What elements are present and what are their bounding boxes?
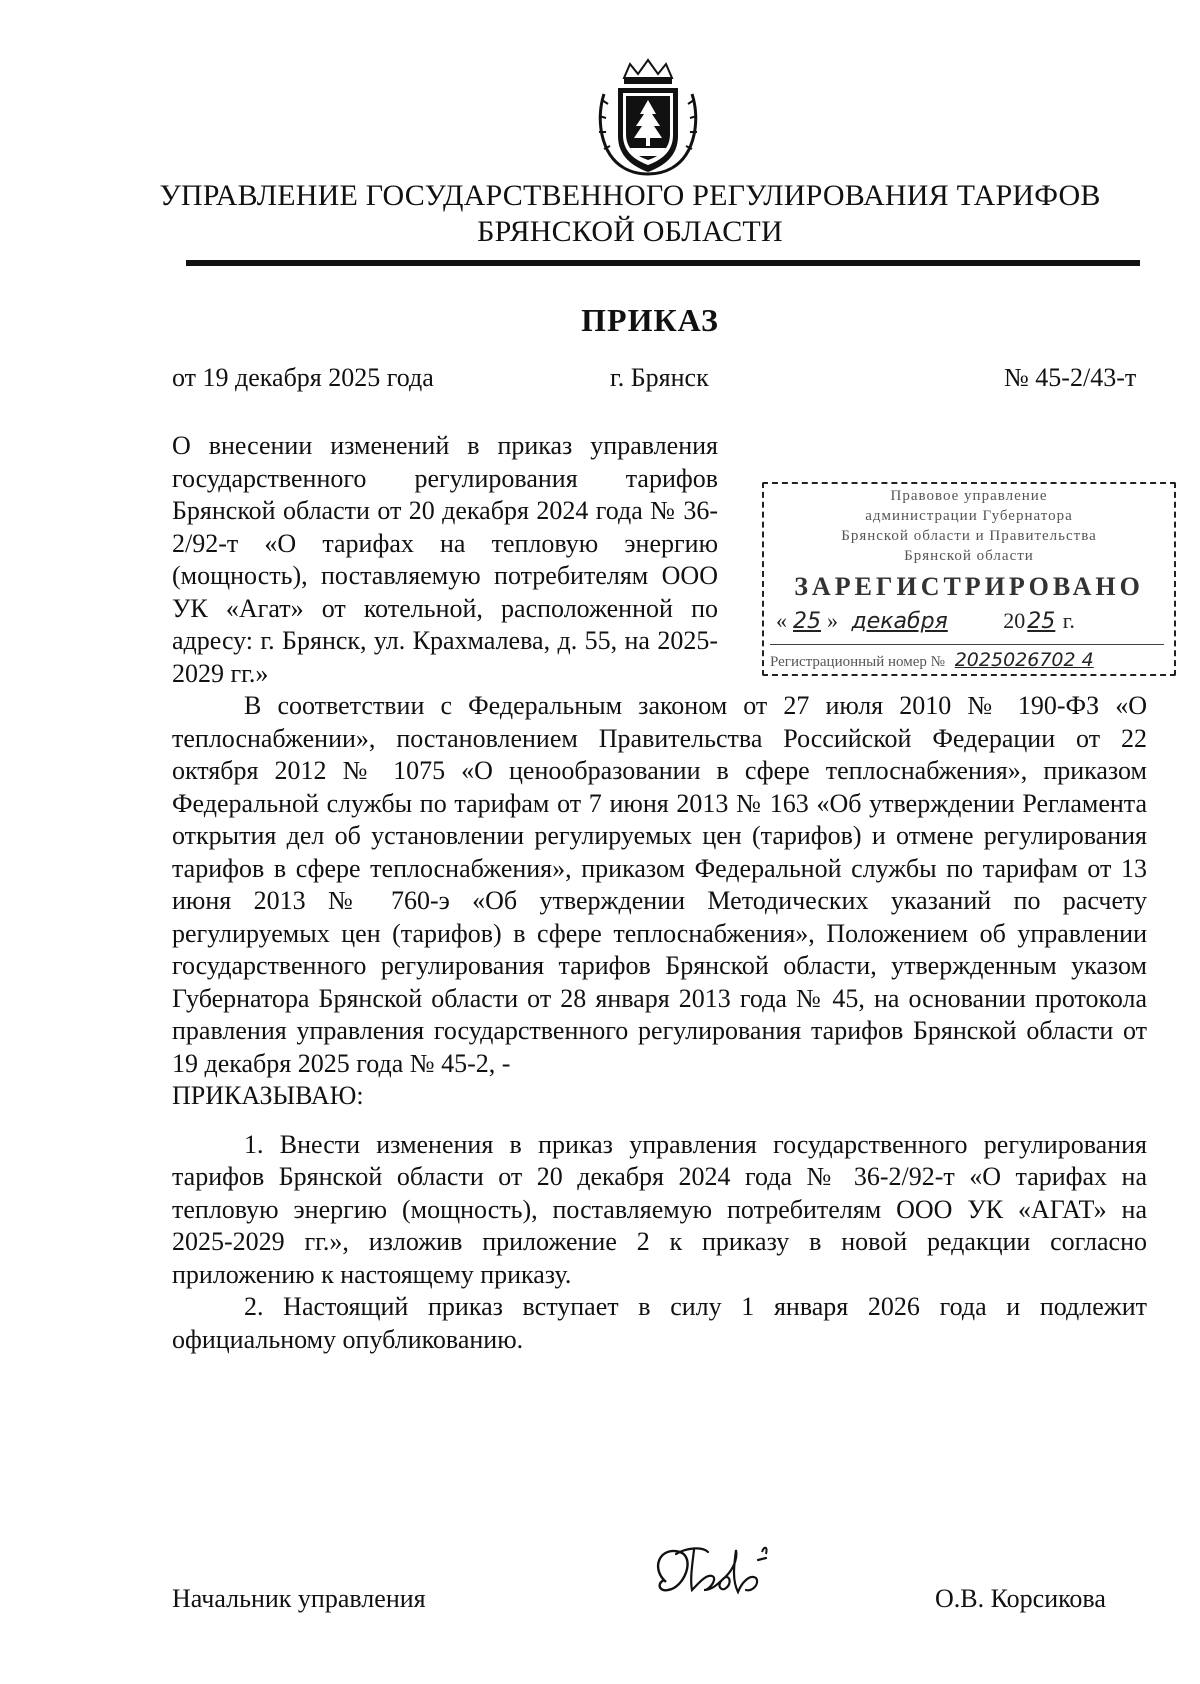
order-item-2: 2. Настоящий приказ вступает в силу 1 января 2026 года и подлежит официальному опубликованию. — [172, 1292, 1147, 1354]
stamp-line-4: Брянской области — [904, 548, 1034, 564]
preamble-paragraph: В соответствии с Федеральным законом от 27 июля 2010 № 190-ФЗ «О теплоснабжении», постановлением Правительства Российской Федерации от 22 октября 2012 № 1075 «О ценообразовании в сфере теплоснабжения», приказом Федеральной службы по тарифам от 7 июня 2013 № 163 «Об утверждении Регламента открытия дел об установлении регулируемых цен (тарифов) и отмене регулирования тарифов в сфере теплоснабжения», приказом Федеральной службы по тарифам от 13 июня 2013 № 760-э «Об утверждении Методических указаний по расчету регулируемых цен (тарифов) в сфере теплоснабжения», Положением об управлении государственного регулирования тарифов Брянской области, утвержденным указом Губернатора Брянской области от 28 января 2013 года № 45, на основании протокола правления управления государственного регулирования тарифов Брянской области от 19 декабря 2025 года № 45-2, - — [172, 691, 1147, 1078]
organization-name-line2: БРЯНСКОЙ ОБЛАСТИ — [477, 215, 783, 248]
stamp-day: 25 — [793, 609, 821, 634]
order-body — [172, 690, 1147, 1356]
handwritten-signature — [646, 1538, 816, 1618]
order-number: № 45-2/43-т — [1004, 363, 1137, 392]
signatory-position: Начальник управления — [172, 1584, 426, 1613]
stamp-line-3: Брянской области и Правительства — [841, 528, 1097, 544]
order-city: г. Брянск — [610, 363, 709, 392]
organization-name-line1: УПРАВЛЕНИЕ ГОСУДАРСТВЕННОГО РЕГУЛИРОВАНИЯ ТАРИФОВ — [159, 179, 1101, 212]
stamp-line-1: Правовое управление — [890, 488, 1048, 504]
stamp-year: 25 — [1027, 609, 1056, 634]
order-item-1: 1. Внести изменения в приказ управления государственного регулирования тарифов Брянской области от 20 декабря 2024 года № 36-2/92-т «О тарифах на тепловую энергию (мощность), поставляемую потребителям ООО УК «АГАТ» на 2025-2029 гг.», изложив приложение 2 к приказу в новой редакции согласно приложению к настоящему приказу. — [172, 1129, 1147, 1289]
organization-header — [150, 178, 1110, 250]
stamp-reg-number: 2025026702 4 — [954, 649, 1094, 671]
stamp-status: ЗАРЕГИСТРИРОВАНО — [794, 572, 1144, 601]
registration-stamp — [762, 482, 1176, 676]
stamp-line-2: администрации Губернатора — [865, 508, 1073, 524]
coat-of-arms-emblem — [594, 58, 702, 176]
signatory-name: О.В. Корсикова — [935, 1584, 1106, 1613]
stamp-registration-row — [770, 644, 1164, 675]
order-subject: О внесении изменений в приказ управления государственного регулирования тарифов Брянской области от 20 декабря 2024 года № 36-2/92-т «О тарифах на тепловую энергию (мощность), поставляемую потребителям ООО УК «Агат» от котельной, расположенной по адресу: г. Брянск, ул. Крахмалева, д. 55, на 2025-2029 гг.» — [172, 431, 718, 688]
document-title: ПРИКАЗ — [581, 302, 719, 338]
stamp-reg-label: Регистрационный номер № — [770, 654, 945, 670]
stamp-month: декабря — [851, 609, 948, 634]
order-directive: ПРИКАЗЫВАЮ: — [172, 1081, 364, 1110]
stamp-year-suffix: г. — [1062, 608, 1075, 633]
order-date: от 19 декабря 2025 года — [172, 363, 434, 392]
stamp-year-prefix: 20 — [1003, 608, 1026, 633]
stamp-date: « 25 » декабря 2025 г. — [776, 608, 1075, 634]
header-divider — [186, 260, 1140, 266]
